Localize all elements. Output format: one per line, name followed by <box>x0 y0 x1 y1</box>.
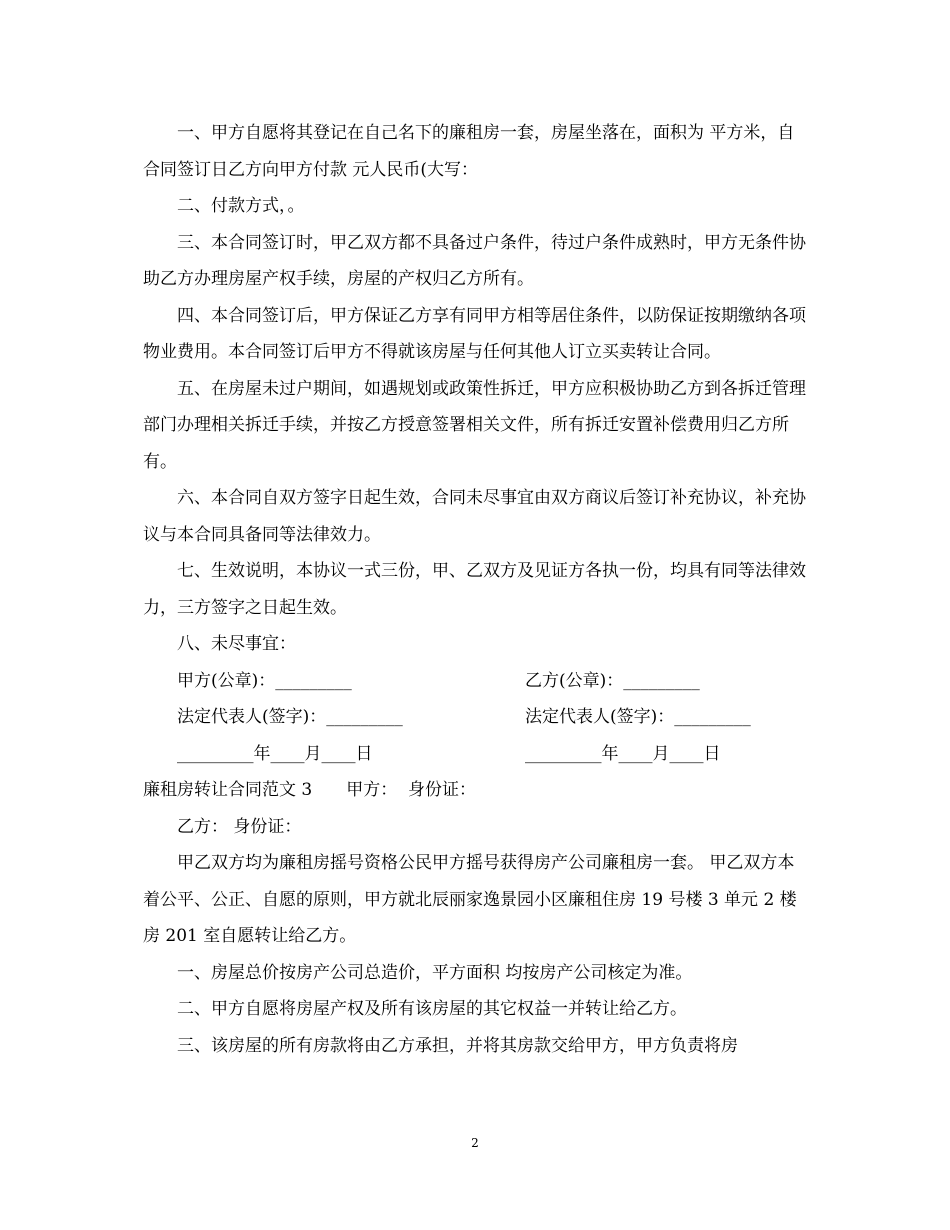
signature-date-row <box>143 736 808 773</box>
party-b-seal-field: 乙方(公章)：_________ <box>525 670 700 691</box>
contract-body <box>143 115 808 1064</box>
second-clause-1: 一、房屋总价按房产公司总造价，平方面积 均按房产公司核定为准。 <box>177 962 693 983</box>
second-contract-title: 廉租房转让合同范文 3 <box>143 780 313 800</box>
clause-8: 八、未尽事宜： <box>177 634 296 654</box>
clause-2: 二、付款方式，。 <box>177 196 305 216</box>
second-clause-3: 三、该房屋的所有房款将由乙方承担，并将其房款交给甲方，甲方负责将房 <box>177 1035 738 1056</box>
clause-7: 七、生效说明，本协议一式三份，甲、乙双方及见证方各执一份，均具有同等法律效力，三方签字之日起生效。 <box>143 561 806 618</box>
party-b-rep-field: 法定代表人(签字)：_________ <box>525 707 751 727</box>
clause-5: 五、在房屋未过户期间，如遇规划或政策性拆迁，甲方应积极协助乙方到各拆迁管理部门办理相关拆迁手续，并按乙方授意签署相关文件，所有拆迁安置补偿费用归乙方所有。 <box>143 378 806 472</box>
page-number: 2 <box>471 1136 479 1150</box>
second-contract-intro: 甲乙双方均为廉租房摇号资格公民甲方摇号获得房产公司廉租房一套。 甲乙双方本着公平、公正、自愿的原则，甲方就北辰丽家逸景园小区廉租住房 19 号楼 3 单元 2 楼房 201 室自愿转让给乙方。 <box>143 853 797 946</box>
party-a-date-field: _________年____月____日 <box>177 743 373 764</box>
party-a-id-line: 甲方： 身份证： <box>346 780 477 800</box>
clause-4: 四、本合同签订后，甲方保证乙方享有同甲方相等居住条件，以防保证按期缴纳各项物业费用。本合同签订后甲方不得就该房屋与任何其他人订立买卖转让合同。 <box>143 305 806 362</box>
party-b-date-field: _________年____月____日 <box>525 743 721 764</box>
clause-3: 三、本合同签订时，甲乙双方都不具备过户条件，待过户条件成熟时，甲方无条件协助乙方办理房屋产权手续，房屋的产权归乙方所有。 <box>143 232 806 289</box>
second-clause-2: 二、甲方自愿将房屋产权及所有该房屋的其它权益一并转让给乙方。 <box>177 999 687 1019</box>
second-contract-heading <box>143 772 808 809</box>
clause-1: 一、甲方自愿将其登记在自己名下的廉租房一套，房屋坐落在，面积为 平方米，自合同签订日乙方向甲方付款 元人民币(大写： <box>143 123 795 180</box>
party-a-seal-field: 甲方(公章)：_________ <box>177 670 352 691</box>
clause-6: 六、本合同自双方签字日起生效，合同未尽事宜由双方商议后签订补充协议，补充协议与本合同具备同等法律效力。 <box>143 488 806 545</box>
party-b-id-line: 乙方： 身份证： <box>177 816 302 837</box>
signature-rep-row <box>143 699 808 736</box>
party-a-rep-field: 法定代表人(签字)：_________ <box>177 707 403 727</box>
signature-seal-row <box>143 663 808 700</box>
